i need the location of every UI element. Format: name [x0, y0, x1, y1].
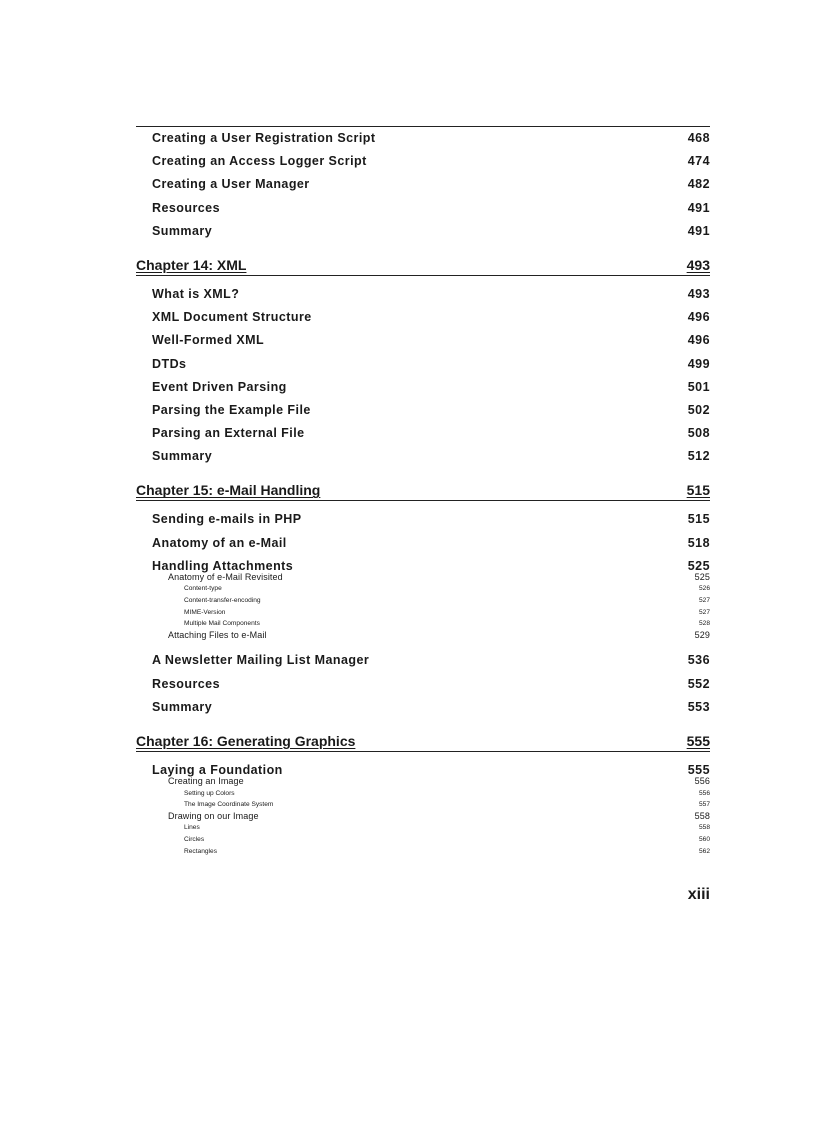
entry-page-number: 527: [698, 608, 710, 616]
section-entry[interactable]: [136, 762, 710, 777]
entry-title: Parsing an External File: [152, 426, 305, 441]
entry-title: Resources: [152, 676, 220, 691]
section-entry[interactable]: [136, 176, 710, 199]
entry-title: Circles: [184, 835, 205, 843]
entry-title: Summary: [152, 223, 213, 238]
entry-page-number: 526: [698, 585, 710, 593]
section-entry[interactable]: [136, 535, 710, 558]
entry-title: XML Document Structure: [152, 310, 312, 325]
entry-page-number: 508: [687, 426, 710, 441]
subsubsection-entry[interactable]: [136, 846, 710, 858]
section-entry[interactable]: [136, 425, 710, 448]
entry-page-number: 491: [687, 223, 710, 238]
entry-page-number: 529: [694, 629, 710, 640]
section-entry[interactable]: [136, 699, 710, 722]
entry-title: MIME-Version: [184, 608, 226, 616]
entry-page-number: 562: [698, 847, 710, 855]
toc-page: [136, 126, 710, 868]
entry-title: Chapter 15: e-Mail Handling: [136, 482, 321, 499]
section-entry[interactable]: [136, 200, 710, 223]
entry-page-number: 502: [687, 402, 710, 417]
subsubsection-entry[interactable]: [136, 607, 710, 619]
entry-title: Chapter 14: XML: [136, 256, 247, 273]
entry-page-number: 491: [687, 200, 710, 215]
entry-title: Drawing on our Image: [168, 810, 259, 821]
entry-title: A Newsletter Mailing List Manager: [152, 653, 370, 668]
entry-title: Handling Attachments: [152, 558, 294, 573]
entry-page-number: 558: [694, 810, 710, 821]
entry-title: Summary: [152, 699, 213, 714]
entry-page-number: 493: [687, 286, 710, 301]
entry-title: DTDs: [152, 356, 187, 371]
entry-title: Lines: [184, 824, 200, 832]
entry-title: Creating a User Registration Script: [152, 131, 376, 145]
section-entry[interactable]: [136, 558, 710, 573]
entry-page-number: 512: [687, 449, 710, 464]
entry-page-number: 556: [698, 789, 710, 797]
entry-title: Well-Formed XML: [152, 333, 265, 348]
section-entry[interactable]: [136, 286, 710, 309]
entry-page-number: 557: [698, 801, 710, 809]
entry-page-number: 468: [687, 131, 710, 145]
section-entry[interactable]: [136, 332, 710, 355]
entry-page-number: 499: [687, 356, 710, 371]
page-number: xiii: [687, 886, 710, 903]
section-entry[interactable]: [136, 130, 710, 153]
table-of-contents: [136, 130, 710, 857]
section-entry[interactable]: [136, 402, 710, 425]
entry-page-number: 493: [686, 256, 710, 273]
entry-page-number: 558: [698, 824, 710, 832]
entry-page-number: 496: [687, 310, 710, 325]
entry-title: Laying a Foundation: [152, 762, 283, 777]
entry-page-number: 536: [687, 653, 710, 668]
entry-page-number: 515: [686, 482, 710, 499]
entry-page-number: 518: [687, 535, 710, 550]
entry-title: Content-transfer-encoding: [184, 597, 261, 604]
entry-title: What is XML?: [152, 286, 240, 301]
entry-title: Event Driven Parsing: [152, 379, 287, 394]
entry-page-number: 555: [687, 762, 710, 777]
section-entry[interactable]: [136, 448, 710, 471]
entry-title: Anatomy of an e-Mail: [152, 535, 287, 550]
entry-title: Resources: [152, 200, 220, 215]
entry-page-number: 515: [687, 512, 710, 527]
entry-page-number: 501: [687, 379, 710, 394]
section-entry[interactable]: [136, 379, 710, 402]
entry-title: Rectangles: [184, 847, 217, 855]
chapter-heading[interactable]: [136, 481, 710, 501]
subsection-entry[interactable]: [136, 572, 710, 584]
entry-page-number: 474: [687, 154, 710, 169]
entry-title: Content-type: [184, 585, 222, 593]
entry-page-number: 525: [687, 558, 710, 573]
subsubsection-entry[interactable]: [136, 799, 710, 811]
entry-title: Creating a User Manager: [152, 177, 310, 192]
entry-page-number: 556: [694, 775, 710, 786]
entry-title: Multiple Mail Components: [184, 620, 260, 628]
entry-page-number: 553: [687, 699, 710, 714]
section-entry[interactable]: [136, 676, 710, 699]
chapter-heading[interactable]: [136, 256, 710, 276]
entry-page-number: 555: [686, 732, 710, 749]
chapter-heading[interactable]: [136, 732, 710, 752]
entry-title: Creating an Access Logger Script: [152, 154, 367, 169]
section-entry[interactable]: [136, 511, 710, 534]
entry-title: Parsing the Example File: [152, 402, 311, 417]
entry-page-number: 552: [687, 676, 710, 691]
entry-title: The Image Coordinate System: [184, 801, 274, 809]
entry-page-number: 527: [698, 597, 710, 604]
section-entry[interactable]: [136, 153, 710, 176]
entry-title: Chapter 16: Generating Graphics: [136, 732, 356, 749]
subsubsection-entry[interactable]: [136, 788, 710, 800]
entry-title: Attaching Files to e-Mail: [168, 629, 267, 640]
entry-page-number: 496: [687, 333, 710, 348]
subsubsection-entry[interactable]: [136, 595, 710, 607]
top-rule: [136, 126, 710, 127]
subsection-entry[interactable]: [136, 811, 710, 823]
entry-page-number: 560: [698, 835, 710, 843]
section-entry[interactable]: [136, 223, 710, 246]
entry-title: Setting up Colors: [184, 789, 235, 797]
entry-title: Creating an Image: [168, 775, 244, 786]
entry-title: Anatomy of e-Mail Revisited: [168, 571, 283, 582]
entry-page-number: 528: [698, 620, 710, 628]
subsection-entry[interactable]: [136, 776, 710, 788]
entry-title: Sending e-mails in PHP: [152, 512, 302, 527]
subsection-entry[interactable]: [136, 630, 710, 642]
subsubsection-entry[interactable]: [136, 583, 710, 595]
entry-page-number: 525: [694, 571, 710, 582]
subsubsection-entry[interactable]: [136, 618, 710, 630]
subsubsection-entry[interactable]: [136, 822, 710, 834]
section-entry[interactable]: [136, 309, 710, 332]
entry-page-number: 482: [687, 177, 710, 192]
entry-title: Summary: [152, 449, 213, 464]
section-entry[interactable]: [136, 356, 710, 379]
section-entry[interactable]: [136, 652, 710, 675]
subsubsection-entry[interactable]: [136, 834, 710, 846]
